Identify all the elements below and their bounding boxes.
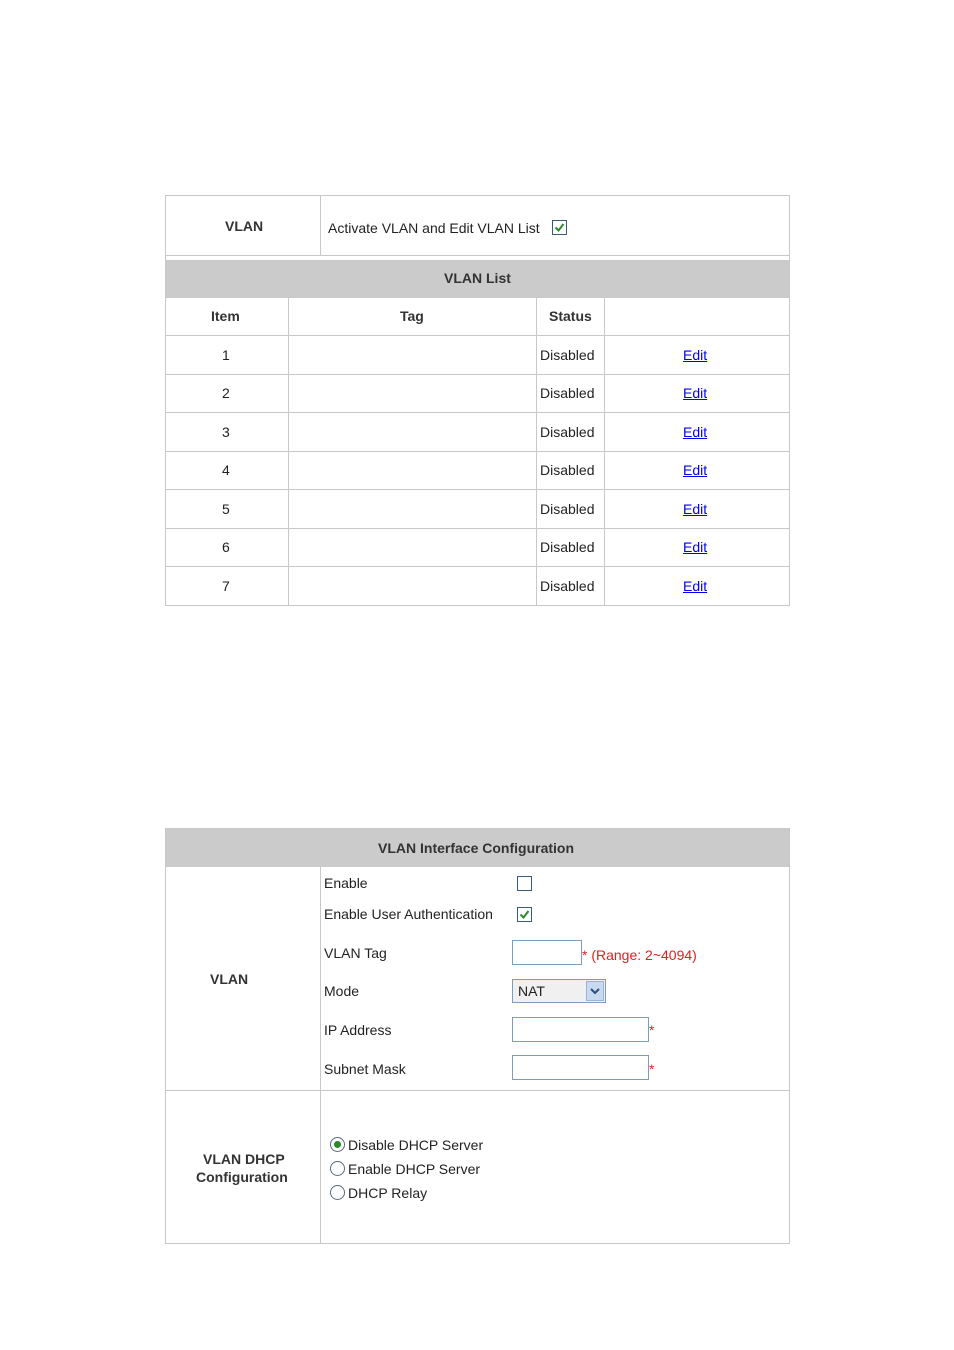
- enable-label: Enable: [324, 875, 368, 891]
- mode-select-value: NAT: [518, 983, 545, 999]
- edit-link[interactable]: Edit: [683, 385, 708, 401]
- row-item: 3: [222, 424, 230, 440]
- vlan-list-title: VLAN List: [444, 270, 511, 286]
- subnet-mask-input[interactable]: [512, 1055, 649, 1080]
- row-item: 6: [222, 539, 230, 555]
- enable-checkbox[interactable]: [517, 876, 532, 891]
- row-status: Disabled: [540, 424, 595, 440]
- row-status: Disabled: [540, 539, 595, 555]
- edit-link[interactable]: Edit: [683, 462, 708, 478]
- edit-link[interactable]: Edit: [683, 501, 708, 517]
- row-item: 5: [222, 501, 230, 517]
- disable-dhcp-radio[interactable]: [330, 1137, 345, 1152]
- user-auth-label: Enable User Authentication: [324, 906, 493, 922]
- row-status: Disabled: [540, 578, 595, 594]
- subnet-mask-label: Subnet Mask: [324, 1061, 406, 1077]
- vlan-label: VLAN: [225, 218, 264, 234]
- row-item: 7: [222, 578, 230, 594]
- ip-address-input[interactable]: [512, 1017, 649, 1042]
- row-status: Disabled: [540, 501, 595, 517]
- row-status: Disabled: [540, 462, 595, 478]
- row-status: Disabled: [540, 347, 595, 363]
- chevron-down-icon: [587, 982, 603, 1000]
- vlan-tag-hint: * (Range: 2~4094): [582, 947, 697, 963]
- row-item: 2: [222, 385, 230, 401]
- activate-vlan-label: Activate VLAN and Edit VLAN List: [328, 220, 540, 236]
- vlan-tag-label: VLAN Tag: [324, 945, 387, 961]
- row-status: Disabled: [540, 385, 595, 401]
- mask-required-mark: *: [649, 1061, 655, 1077]
- ip-required-mark: *: [649, 1022, 655, 1038]
- row-item: 1: [222, 347, 230, 363]
- column-header-status: Status: [549, 308, 592, 324]
- edit-link[interactable]: Edit: [683, 347, 708, 363]
- edit-link[interactable]: Edit: [683, 424, 708, 440]
- ip-address-label: IP Address: [324, 1022, 392, 1038]
- dhcp-relay-radio[interactable]: [330, 1185, 345, 1200]
- edit-link[interactable]: Edit: [683, 539, 708, 555]
- vlan-tag-input[interactable]: [512, 940, 582, 965]
- dhcp-section-label-line2: Configuration: [196, 1169, 288, 1185]
- mode-label: Mode: [324, 983, 360, 999]
- dropdown-arrow-button[interactable]: [586, 981, 604, 1001]
- disable-dhcp-label[interactable]: Disable DHCP Server: [348, 1137, 484, 1153]
- mode-select[interactable]: [512, 979, 606, 1003]
- vlan-section-label: VLAN: [210, 971, 249, 987]
- dhcp-section-label-line1: VLAN DHCP: [203, 1151, 285, 1167]
- enable-dhcp-radio[interactable]: [330, 1161, 345, 1176]
- row-item: 4: [222, 462, 230, 478]
- column-header-tag: Tag: [400, 308, 424, 324]
- user-auth-checkbox[interactable]: [517, 907, 532, 922]
- activate-vlan-checkbox[interactable]: [552, 220, 567, 235]
- enable-dhcp-label[interactable]: Enable DHCP Server: [348, 1161, 481, 1177]
- edit-link[interactable]: Edit: [683, 578, 708, 594]
- checkmark-icon: [519, 909, 530, 920]
- dhcp-relay-label[interactable]: DHCP Relay: [348, 1185, 428, 1201]
- vlan-interface-title: VLAN Interface Configuration: [378, 840, 575, 856]
- checkmark-icon: [554, 222, 565, 233]
- column-header-item: Item: [211, 308, 240, 324]
